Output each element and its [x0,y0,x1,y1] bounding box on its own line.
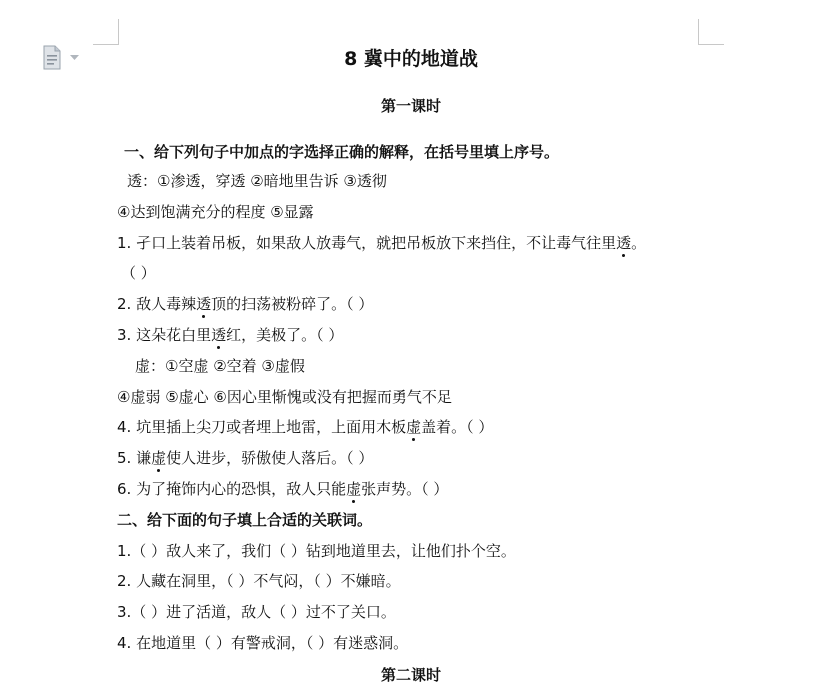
question-5-text: 5. 谦 [117,449,152,467]
conjunction-question-3: 3.（ ）进了活道，敌人（ ）过不了关口。 [117,603,396,621]
question-4 [117,416,493,438]
question-4-end: 盖着。（ ） [421,418,494,436]
conjunction-question-4: 4. 在地道里（ ）有警戒洞，（ ）有迷惑洞。 [117,634,409,652]
question-2 [117,293,373,315]
lesson-heading-1: 第一课时 [380,97,441,115]
question-5-end: 使人进步，骄傲使人落后。（ ） [166,449,374,467]
question-3-end: 红，美极了。（ ） [226,326,344,344]
dotted-char: 虚 [406,418,422,436]
question-6-text: 6. 为了掩饰内心的恐惧，敌人只能 [117,480,347,498]
dotted-char: 透 [196,295,212,313]
question-6 [117,478,448,500]
tou-options-2: ④达到饱满充分的程度 ⑤显露 [117,203,314,221]
question-6-end: 张声势。（ ） [361,480,449,498]
question-5 [117,447,373,469]
conjunction-question-1: 1.（ ）敌人来了，我们（ ）钻到地道里去，让他们扑个空。 [117,542,516,560]
xu-options: 虚：①空虚 ②空着 ③虚假 [135,357,305,375]
section-1-heading: 一、给下列句子中加点的字选择正确的解释，在括号里填上序号。 [124,143,560,161]
document-title: 8 冀中的地道战 [344,48,478,70]
question-3 [117,324,343,346]
xu-options-2: ④虚弱 ⑤虚心 ⑥因心里惭愧或没有把握而勇气不足 [117,388,452,406]
page-corner-mark-top-right [698,19,724,45]
section-2-heading: 二、给下面的句子填上合适的关联词。 [117,511,373,529]
question-1 [117,232,646,254]
conjunction-question-2: 2. 人藏在洞里，（ ）不气闷，（ ）不嫌暗。 [117,572,401,590]
question-1-end: 。 [631,234,647,252]
question-1-text: 1. 孑口上装着吊板，如果敌人放毒气，就把吊板放下来挡住，不让毒气往里 [117,234,617,252]
dotted-char: 虚 [346,480,362,498]
tou-options: 透：①渗透，穿透 ②暗地里告诉 ③透彻 [127,172,387,190]
question-4-text: 4. 坑里插上尖刀或者埋上地雷，上面用木板 [117,418,407,436]
lesson-heading-2: 第二课时 [380,666,441,684]
question-3-text: 3. 这朵花白里 [117,326,212,344]
page-corner-mark-top-left [93,19,119,45]
dotted-char: 透 [211,326,227,344]
dotted-char: 透 [616,234,632,252]
question-2-end: 顶的扫荡被粉碎了。（ ） [211,295,374,313]
dotted-char: 虚 [151,449,167,467]
question-1-answer-blank: （ ） [121,264,156,282]
question-2-text: 2. 敌人毒辣 [117,295,197,313]
